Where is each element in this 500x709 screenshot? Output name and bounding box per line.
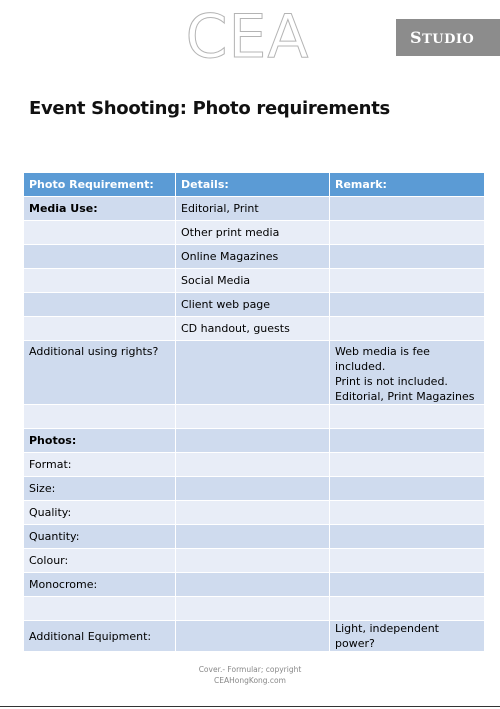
column-header-requirement: Photo Requirement: <box>24 173 176 197</box>
cell-requirement: Size: <box>24 477 176 501</box>
table-row <box>24 317 484 341</box>
cell-requirement <box>24 221 176 245</box>
table-row <box>24 197 484 221</box>
cell-remark: Light, independent power? <box>330 621 484 652</box>
cell-details <box>176 341 330 405</box>
table-row <box>24 293 484 317</box>
cell-requirement: Colour: <box>24 549 176 573</box>
cell-details: Editorial, Print <box>176 197 330 221</box>
cell-details <box>176 525 330 549</box>
table-row <box>24 597 484 621</box>
cell-details <box>176 501 330 525</box>
cell-requirement: Format: <box>24 453 176 477</box>
cell-remark <box>330 549 484 573</box>
table-row <box>24 453 484 477</box>
table-row <box>24 429 484 453</box>
footer <box>0 664 500 686</box>
cell-remark <box>330 597 484 621</box>
cea-logo: CEA <box>185 2 310 72</box>
cell-remark <box>330 525 484 549</box>
cell-remark <box>330 269 484 293</box>
cell-details <box>176 573 330 597</box>
cell-remark <box>330 573 484 597</box>
table-body <box>24 197 484 652</box>
studio-badge <box>396 19 500 56</box>
cell-requirement: Quantity: <box>24 525 176 549</box>
cell-requirement: Photos: <box>24 429 176 453</box>
cell-remark <box>330 317 484 341</box>
cell-details: CD handout, guests <box>176 317 330 341</box>
table-row <box>24 573 484 597</box>
cell-requirement <box>24 405 176 429</box>
cell-remark <box>330 501 484 525</box>
table-row <box>24 477 484 501</box>
cell-requirement: Additional Equipment: <box>24 621 176 652</box>
cell-requirement <box>24 293 176 317</box>
cell-remark <box>330 221 484 245</box>
column-header-details: Details: <box>176 173 330 197</box>
cell-requirement: Monocrome: <box>24 573 176 597</box>
cell-details: Other print media <box>176 221 330 245</box>
requirements-table <box>24 173 484 652</box>
table-row <box>24 341 484 405</box>
cell-details <box>176 405 330 429</box>
cell-requirement: Media Use: <box>24 197 176 221</box>
cell-requirement <box>24 317 176 341</box>
cell-details <box>176 453 330 477</box>
cell-details <box>176 477 330 501</box>
cell-details <box>176 621 330 652</box>
table-row <box>24 621 484 652</box>
cell-remark <box>330 453 484 477</box>
table-row <box>24 549 484 573</box>
table-row <box>24 525 484 549</box>
table-row <box>24 501 484 525</box>
cell-remark <box>330 405 484 429</box>
cell-remark <box>330 429 484 453</box>
cell-remark: Web media is fee included. Print is not included. Editorial, Print Magazines <box>330 341 484 405</box>
table-row <box>24 221 484 245</box>
cell-requirement <box>24 245 176 269</box>
table-row <box>24 405 484 429</box>
cell-remark <box>330 197 484 221</box>
cell-remark <box>330 293 484 317</box>
cell-requirement <box>24 597 176 621</box>
cell-details <box>176 429 330 453</box>
bottom-divider <box>0 706 500 707</box>
footer-copyright: Cover.- Formular; copyright <box>198 665 302 674</box>
cell-details: Client web page <box>176 293 330 317</box>
table-header-row <box>24 173 484 197</box>
cell-remark <box>330 477 484 501</box>
cell-requirement: Quality: <box>24 501 176 525</box>
page-title: Event Shooting: Photo requirements <box>29 98 390 119</box>
cell-requirement <box>24 269 176 293</box>
table-row <box>24 245 484 269</box>
studio-badge-label: STUDIO <box>410 28 475 47</box>
cell-details: Social Media <box>176 269 330 293</box>
cell-requirement: Additional using rights? <box>24 341 176 405</box>
table-row <box>24 269 484 293</box>
footer-website: CEAHongKong.com <box>214 676 286 685</box>
cell-details <box>176 597 330 621</box>
cell-details: Online Magazines <box>176 245 330 269</box>
column-header-remark: Remark: <box>330 173 484 197</box>
cell-details <box>176 549 330 573</box>
cell-remark <box>330 245 484 269</box>
